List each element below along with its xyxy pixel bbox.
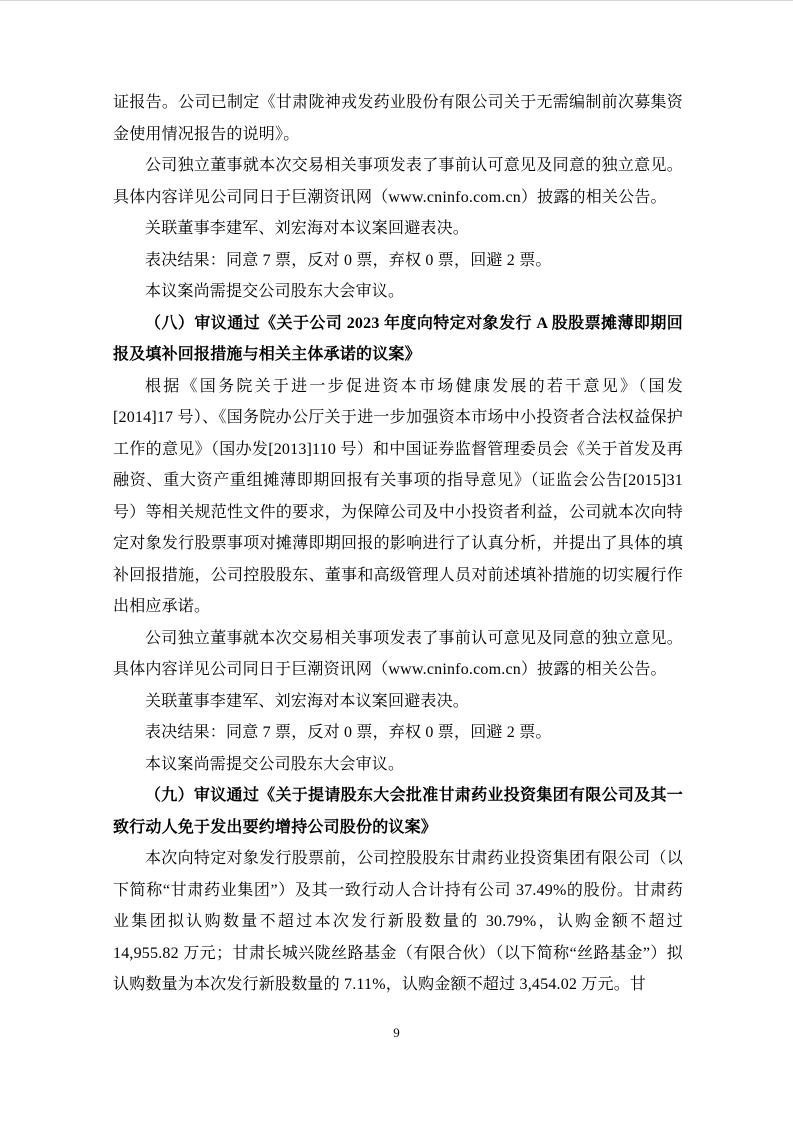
paragraph: 表决结果：同意 7 票，反对 0 票，弃权 0 票，回避 2 票。: [145, 251, 552, 269]
paragraph: 公司独立董事就本次交易相关事项发表了事前认可意见及同意的独立意见。具体内容详见公司同日于巨潮资讯网（www.cninfo.com.cn）披露的相关公告。: [113, 157, 683, 206]
paragraph: 根据《国务院关于进一步促进资本市场健康发展的若干意见》（国发[2014]17 号）、《国务院办公厅关于进一步加强资本市场中小投资者合法权益保护工作的意见》（国办发[2013]110 号）和中国证券监督管理委员会《关于首发及再融资、重大资产重组摊薄即期回报有关事项的指导意见》（证监会公告[2015]31 号）等相关规范性文件的要求，为保障公司及中小投资者利益，公司就本次向特定对象发行股票事项对摊薄即期回报的影响进行了认真分析，并提出了具体的填补回报措施，公司控股股东、董事和高级管理人员对前述填补措施的切实履行作出相应承诺。: [113, 377, 683, 615]
document-body: [113, 87, 683, 1001]
section-heading: （八）审议通过《关于公司 2023 年度向特定对象发行 A 股股票摊薄即期回报及填补回报措施与相关主体承诺的议案》: [113, 314, 683, 363]
section-heading: （九）审议通过《关于提请股东大会批准甘肃药业投资集团有限公司及其一致行动人免于发出要约增持公司股份的议案》: [113, 787, 683, 836]
paragraph: 本议案尚需提交公司股东大会审议。: [145, 755, 405, 773]
paragraph: 证报告。公司已制定《甘肃陇神戎发药业股份有限公司关于无需编制前次募集资金使用情况报告的说明》。: [113, 94, 683, 143]
paragraph: 关联董事李建军、刘宏海对本议案回避表决。: [145, 220, 470, 237]
paragraph: 表决结果：同意 7 票，反对 0 票，弃权 0 票，回避 2 票。: [145, 724, 552, 741]
paragraph: 本次向特定对象发行股票前，公司控股股东甘肃药业投资集团有限公司（以下简称“甘肃药业集团”）及其一致行动人合计持有公司 37.49%的股份。甘肃药业集团拟认购数量不超过本次发行新股数量的 30.79%，认购金额不超过 14,955.82 万元；甘肃长城兴陇丝路基金（有限合伙）（以下简称“丝路基金”）拟认购数量为本次发行新股数量的 7.11%，认购金额不超过 3,454.02 万元。甘: [113, 850, 683, 993]
paragraph: 关联董事李建军、刘宏海对本议案回避表决。: [145, 692, 470, 710]
page-number: 9: [393, 1025, 400, 1040]
paragraph: 本议案尚需提交公司股东大会审议。: [145, 283, 405, 300]
page-footer: [0, 1025, 793, 1041]
paragraph: 公司独立董事就本次交易相关事项发表了事前认可意见及同意的独立意见。具体内容详见公司同日于巨潮资讯网（www.cninfo.com.cn）披露的相关公告。: [113, 629, 683, 678]
